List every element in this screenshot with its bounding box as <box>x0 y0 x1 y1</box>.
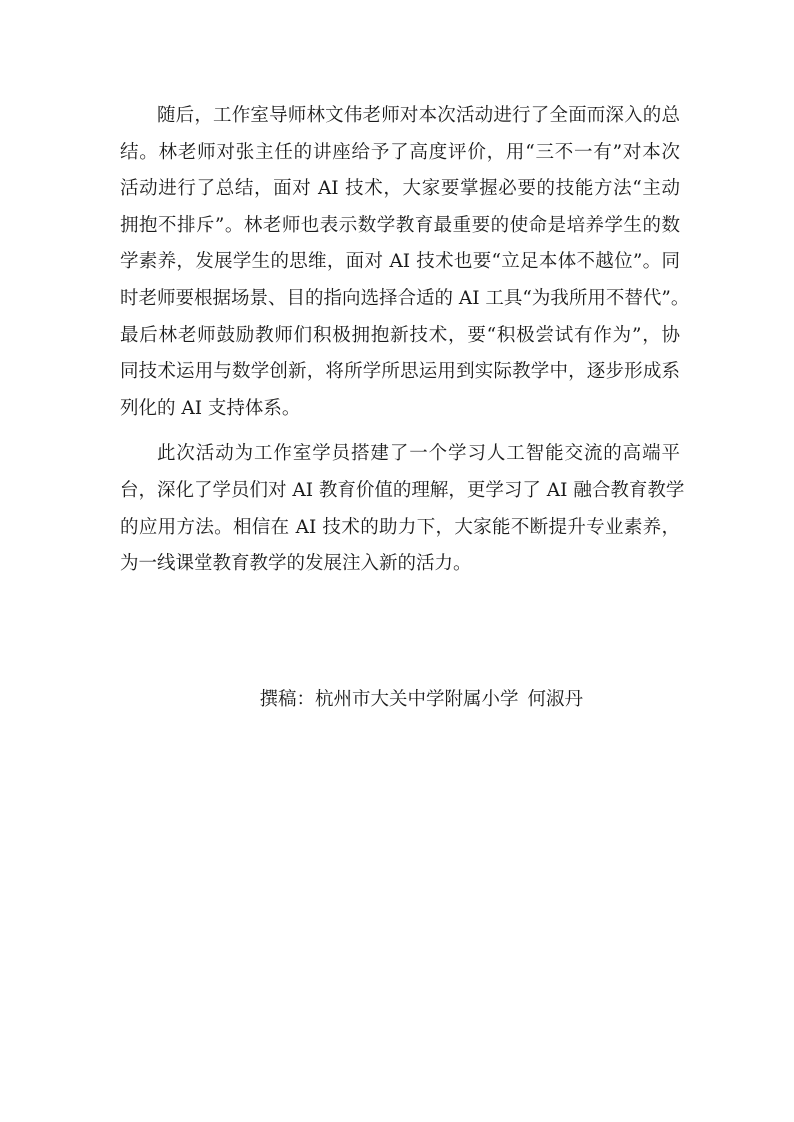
text-line: 列化的 AI 支持体系。 <box>120 397 301 419</box>
text-line: 为一线课堂教育教学的发展注入新的活力。 <box>120 553 472 575</box>
article-body <box>120 98 690 583</box>
text-line: 拥抱不排斥”。林老师也表示数学教育最重要的使命是培养学生的数 <box>120 214 680 236</box>
paragraph-summary <box>120 98 690 427</box>
signature-label: 撰稿：杭州市大关中学附属小学 <box>259 689 519 710</box>
text-line: 结。林老师对张主任的讲座给予了高度评价，用“三不一有”对本次 <box>120 141 680 163</box>
text-line: 的应用方法。相信在 AI 技术的助力下，大家能不断提升专业素养， <box>120 516 680 538</box>
text-line: 同技术运用与数学创新，将所学所思运用到实际教学中，逐步形成系 <box>120 361 680 383</box>
text-line: 学素养，发展学生的思维，面对 AI 技术也要“立足本体不越位”。同 <box>120 251 680 273</box>
paragraph-gap <box>120 427 680 436</box>
text-line: 随后，工作室导师林文伟老师对本次活动进行了全面而深入的总 <box>157 105 680 126</box>
text-line: 此次活动为工作室学员搭建了一个学习人工智能交流的高端平 <box>157 443 680 465</box>
text-line: 活动进行了总结，面对 AI 技术，大家要掌握必要的技能方法“主动 <box>120 178 680 200</box>
text-line: 台，深化了学员们对 AI 教育价值的理解，更学习了 AI 融合教育教学 <box>120 479 685 501</box>
text-line: 时老师要根据场景、目的指向选择合适的 AI 工具“为我所用不替代”。 <box>120 287 690 309</box>
text-line: 最后林老师鼓励教师们积极拥抱新技术，要“积极尝试有作为”，协 <box>120 324 680 346</box>
signature-author: 何淑丹 <box>527 689 583 710</box>
paragraph-conclusion <box>120 436 685 582</box>
author-signature <box>259 682 583 718</box>
